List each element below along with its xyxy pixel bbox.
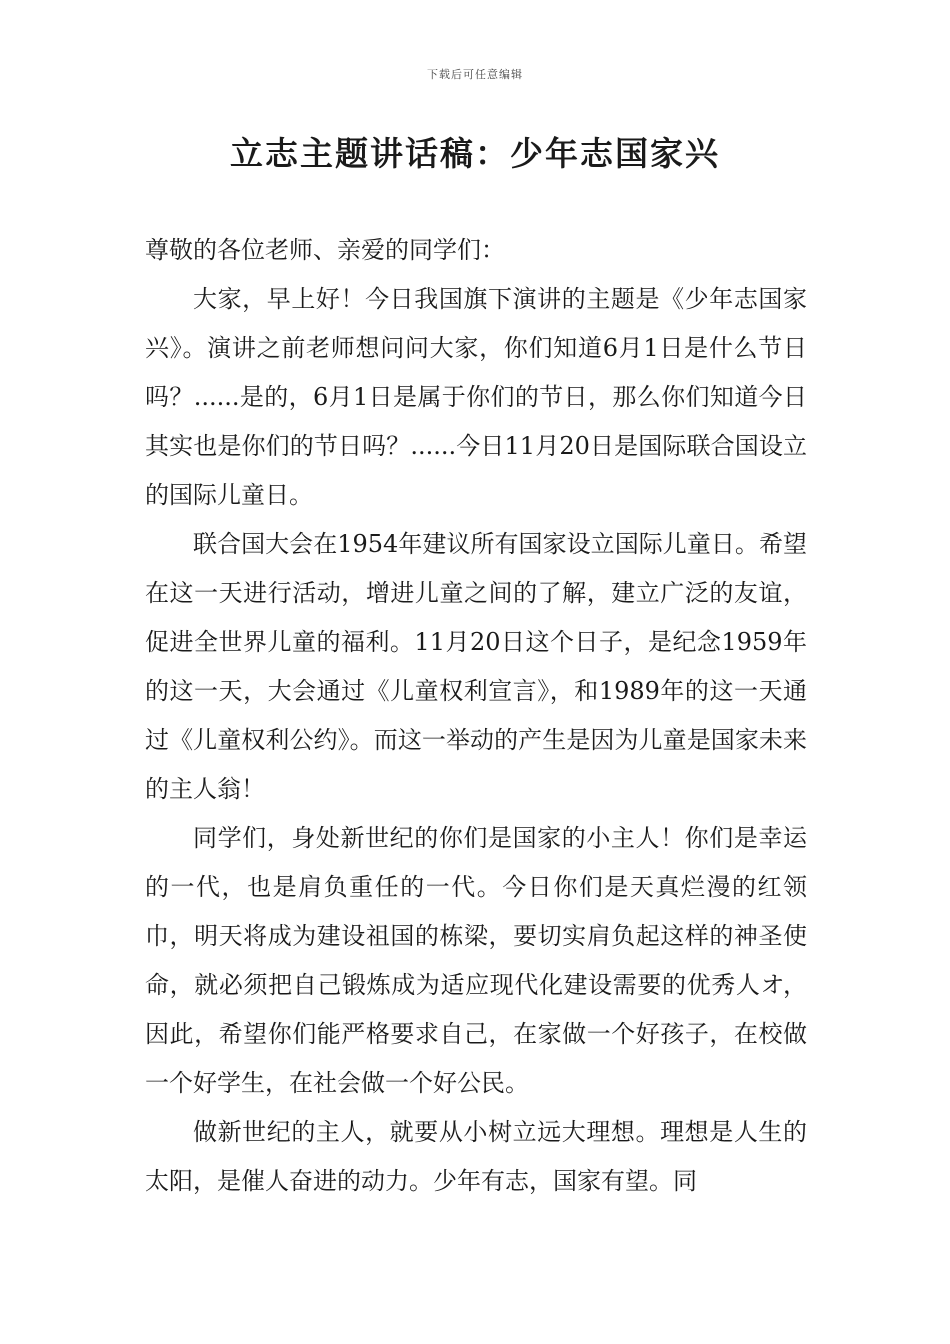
paragraph: 同学们，身处新世纪的你们是国家的小主人！你们是幸运的一代，也是肩负重任的一代。今日你们是天真烂漫的红领巾，明天将成为建设祖国的栋梁，要切实肩负起这样的神圣使命，就必须把自己锻炼成为适应现代化建设需要的优秀人オ，因此，希望你们能严格要求自己，在家做一个好孩子，在校做一个好学生，在社会做一个好公民。 <box>145 824 807 1097</box>
document-body <box>145 226 807 1206</box>
header-note: 下载后可任意编辑 <box>427 68 523 81</box>
paragraph: 做新世纪的主人，就要从小树立远大理想。理想是人生的太阳，是催人奋进的动力。少年有志，国家有望。同 <box>145 1118 807 1195</box>
paragraph: 联合国大会在1954年建议所有国家设立国际儿童日。希望在这一天进行活动，增进儿童之间的了解，建立广泛的友谊，促进全世界儿童的福利。11月20日这个日子，是纪念1959年的这一天，大会通过《儿童权利宣言》，和1989年的这一天通过《儿童权利公约》。而这一举动的产生是因为儿童是国家未来的主人翁！ <box>145 530 807 803</box>
document-title: 立志主题讲话稿：少年志国家兴 <box>230 134 720 173</box>
salutation: 尊敬的各位老师、亲爱的同学们： <box>145 236 505 264</box>
paragraph: 大家，早上好！今日我国旗下演讲的主题是《少年志国家兴》。演讲之前老师想问问大家，你们知道6月1日是什么节日吗？......是的，6月1日是属于你们的节日，那么你们知道今日其实也是你们的节日吗？......今日11月20日是国际联合国设立的国际儿童日。 <box>145 285 807 509</box>
